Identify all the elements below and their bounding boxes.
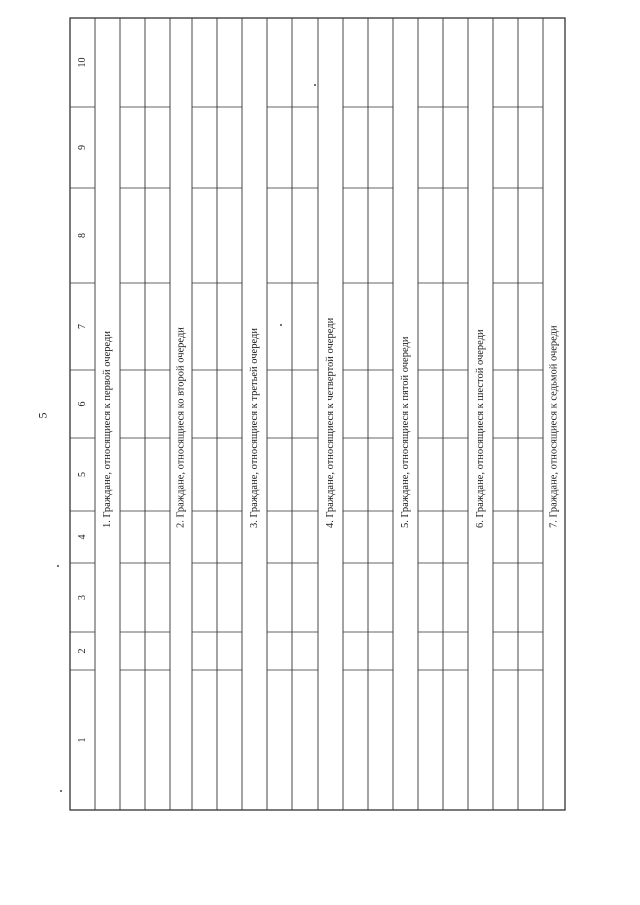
- section-title-7: 7. Граждане, относящиеся к седьмой очереди: [548, 325, 560, 528]
- section-title-3: 3. Граждане, относящиеся к третьей очереди: [249, 328, 260, 528]
- table-border: [70, 18, 565, 810]
- column-header-8: 8: [77, 233, 88, 238]
- column-header-4: 4: [77, 534, 88, 540]
- section-title-1: 1. Граждане, относящиеся к первой очереди: [102, 331, 113, 528]
- section-titles: [102, 317, 560, 528]
- column-header-3: 3: [77, 595, 88, 600]
- section-title-2: 2. Граждане, относящиеся ко второй очереди: [175, 327, 187, 528]
- column-header-9: 9: [77, 145, 88, 150]
- column-header-6: 6: [77, 401, 88, 407]
- section-title-5: 5. Граждане, относящиеся к пятой очереди: [400, 336, 411, 528]
- column-header-1: 1: [77, 737, 88, 743]
- column-header-2: 2: [77, 648, 88, 654]
- table-grid: [70, 18, 565, 810]
- column-header-row: [77, 58, 88, 743]
- column-header-5: 5: [77, 472, 88, 477]
- column-header-7: 7: [77, 324, 88, 329]
- page-number: 5: [35, 412, 50, 419]
- section-title-6: 6. Граждане, относящиеся к шестой очереди: [475, 329, 486, 528]
- section-title-4: 4. Граждане, относящиеся к четвертой очереди: [325, 317, 336, 528]
- column-header-10: 10: [77, 57, 88, 68]
